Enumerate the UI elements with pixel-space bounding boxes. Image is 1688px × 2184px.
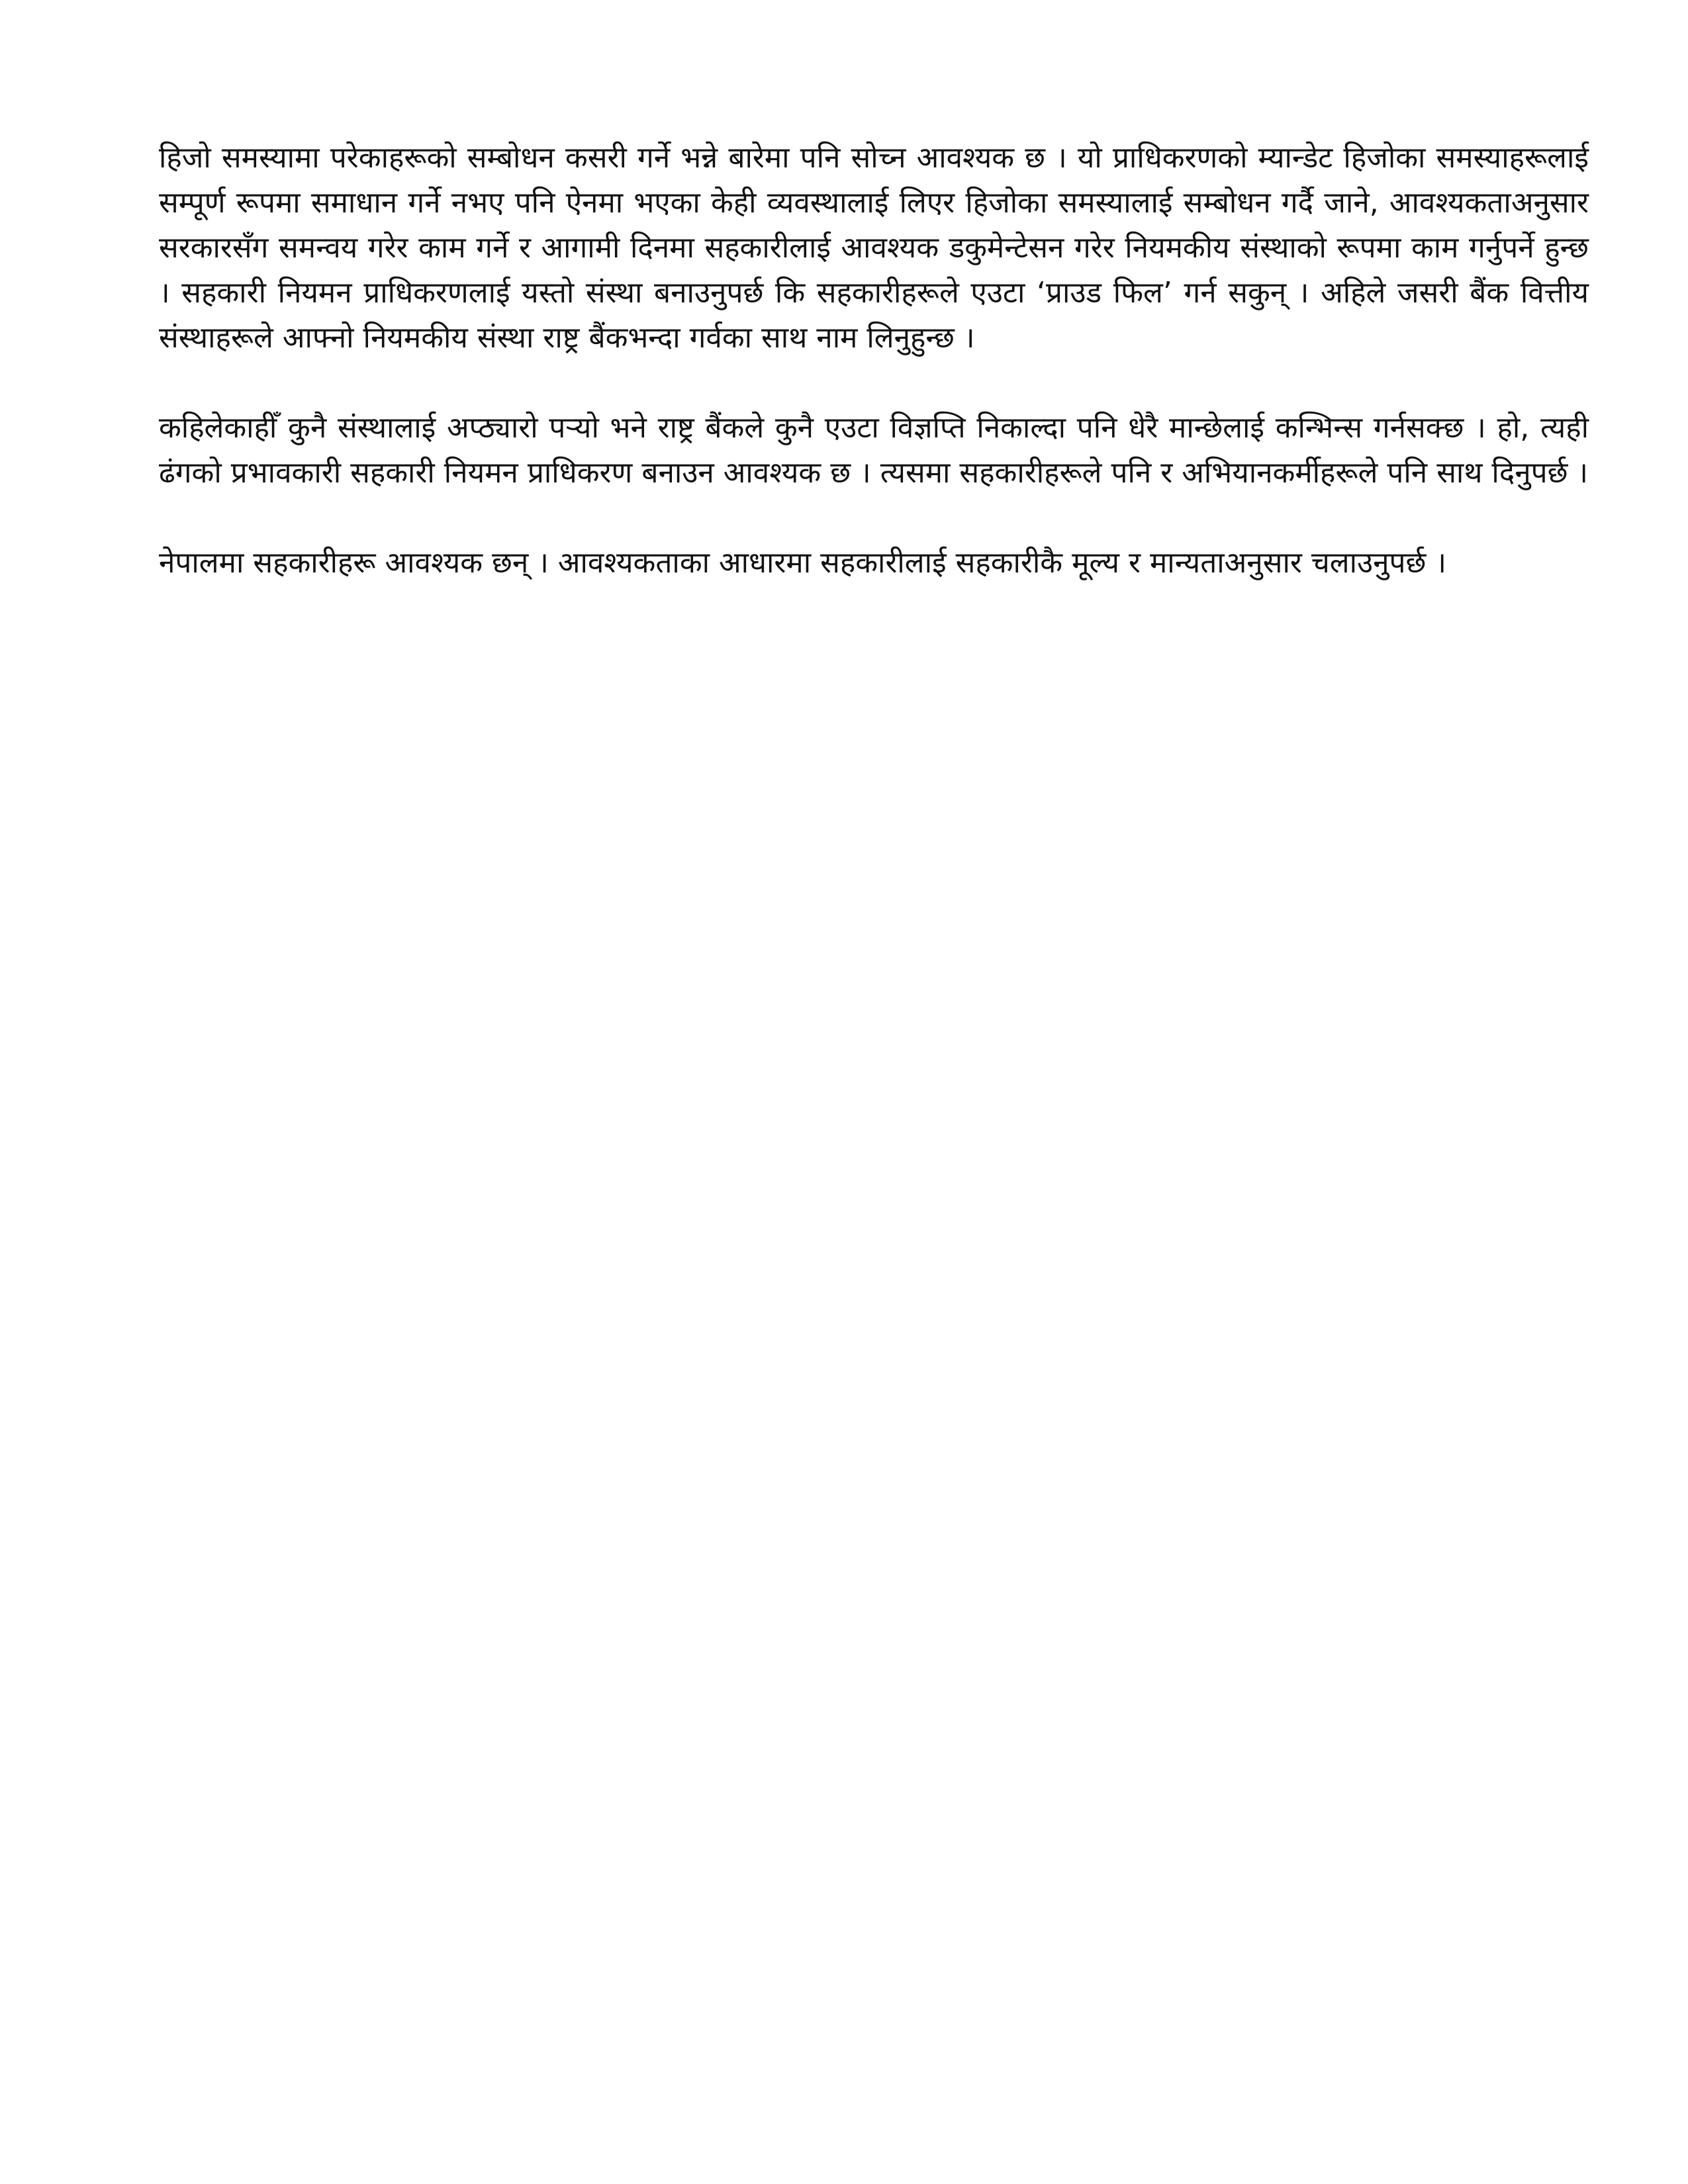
document-body <box>159 136 1589 631</box>
paragraph-1: हिजो समस्यामा परेकाहरूको सम्बोधन कसरी गर्ने भन्ने बारेमा पनि सोच्न आवश्यक छ । यो प्राधिकरणको म्यान्डेट हिजोका समस्याहरूलाई सम्पूर्ण रूपमा समाधान गर्ने नभए पनि ऐनमा भएका केही व्यवस्थालाई लिएर हिजोका समस्यालाई सम्बोधन गर्दै जाने, आवश्यकताअनुसार सरकारसँग समन्वय गरेर काम गर्ने र आगामी दिनमा सहकारीलाई आवश्यक डकुमेन्टेसन गरेर नियमकीय संस्थाको रूपमा काम गर्नुपर्ने हुन्छ । सहकारी नियमन प्राधिकरणलाई यस्तो संस्था बनाउनुपर्छ कि सहकारीहरूले एउटा ‘प्राउड फिल’ गर्न सकुन् । अहिले जसरी बैंक वित्तीय संस्थाहरूले आफ्नो नियमकीय संस्था राष्ट्र बैंकभन्दा गर्वका साथ नाम लिनुहुन्छ । <box>159 141 1589 355</box>
paragraph-2: कहिलेकाहीँ कुनै संस्थालाई अप्ठ्यारो पर्‍यो भने राष्ट्र बैंकले कुनै एउटा विज्ञप्ति निकाल्दा पनि धेरै मान्छेलाई कन्भिन्स गर्नसक्छ । हो, त्यही ढंगको प्रभावकारी सहकारी नियमन प्राधिकरण बनाउन आवश्यक छ । त्यसमा सहकारीहरूले पनि र अभियानकर्मीहरूले पनि साथ दिनुपर्छ । <box>159 411 1589 490</box>
paragraph-3: नेपालमा सहकारीहरू आवश्यक छन् । आवश्यकताका आधारमा सहकारीलाई सहकारीकै मूल्य र मान्यताअनुसार चलाउनुपर्छ । <box>159 546 1447 580</box>
